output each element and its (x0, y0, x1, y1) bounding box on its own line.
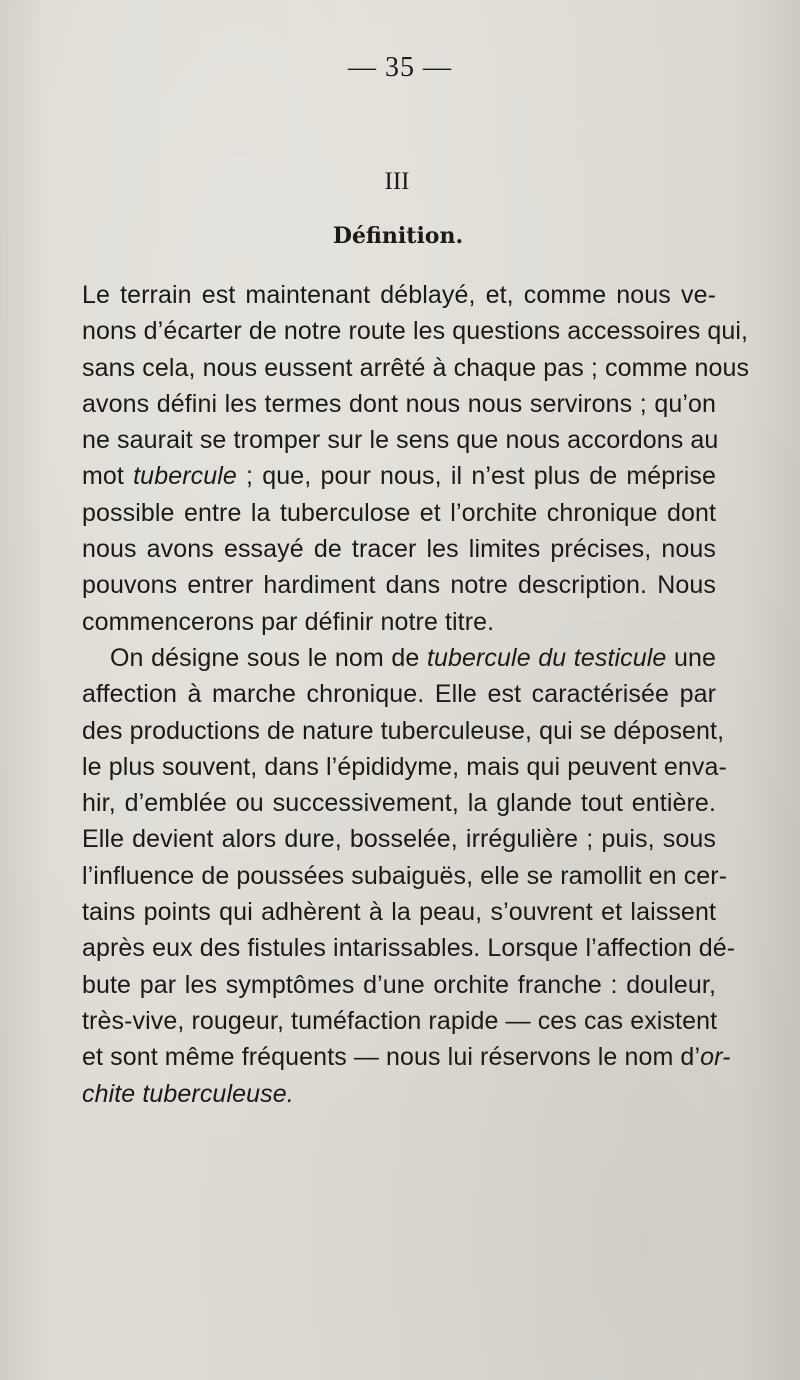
chapter-numeral: III (384, 168, 410, 195)
text-line (82, 350, 750, 386)
text-line (82, 930, 736, 966)
page-number: — 35 — (348, 52, 452, 83)
text-segment: l’influence de poussées subaiguës, elle se ramollit en cer- (82, 861, 728, 890)
text-segment: mot (82, 462, 134, 491)
text-segment: ; que, pour nous, il n’est plus de méprise (236, 462, 716, 491)
text-line (82, 785, 716, 821)
text-line (82, 386, 716, 422)
text-line (82, 821, 716, 857)
text-line (82, 676, 716, 712)
text-segment: sans cela, nous eussent arrêté à chaque pas ; comme nous (82, 353, 750, 382)
text-segment: affection à marche chronique. Elle est caractérisée par (82, 680, 716, 709)
italic-text: tubercule du testicule (426, 643, 667, 672)
text-segment: On désigne sous le nom de (110, 643, 427, 672)
text-segment: une (666, 643, 716, 672)
text-line (82, 531, 716, 567)
italic-text: or- (700, 1043, 731, 1072)
text-segment: avons défini les termes dont nous nous servirons ; qu’on (82, 389, 716, 418)
text-line (82, 422, 719, 458)
text-segment: le plus souvent, dans l’épididyme, mais qui peuvent enva- (82, 752, 727, 781)
text-line (82, 1076, 716, 1112)
text-line (82, 894, 716, 930)
text-segment: commencerons par définir notre titre. (82, 607, 495, 636)
text-segment: possible entre la tuberculose et l’orchite chronique dont (82, 498, 716, 527)
text-segment: ne saurait se tromper sur le sens que nous accordons au (82, 426, 719, 455)
text-line (82, 313, 749, 349)
text-segment: Le terrain est maintenant déblayé, et, comme nous ve- (82, 281, 716, 309)
text-segment: bute par les symptômes d’une orchite franche : douleur, (82, 970, 716, 999)
section-title: Définition. (332, 223, 464, 249)
body-text (82, 277, 750, 1112)
text-line (82, 858, 728, 894)
text-line (82, 604, 716, 640)
text-segment: Elle devient alors dure, bosselée, irrégulière ; puis, sous (82, 825, 716, 854)
text-line (82, 495, 716, 531)
text-segment: très-vive, rougeur, tuméfaction rapide — ces cas existent (82, 1006, 718, 1035)
text-line (82, 1003, 716, 1039)
italic-text: tubercule (133, 462, 237, 491)
text-segment: des productions de nature tuberculeuse, qui se déposent, (82, 716, 725, 745)
text-segment: hir, d’emblée ou successivement, la glande tout entière. (82, 789, 716, 818)
text-line (82, 749, 727, 785)
text-segment: nons d’écarter de notre route les questions accessoires qui, (82, 317, 749, 346)
text-segment: nous avons essayé de tracer les limites précises, nous (82, 535, 716, 564)
text-line (82, 458, 716, 494)
text-segment: et sont même fréquents — nous lui réservons le nom d’ (82, 1043, 701, 1072)
text-line (82, 713, 725, 749)
text-line (82, 1039, 731, 1075)
italic-text: chite tuberculeuse. (82, 1079, 294, 1108)
text-line (82, 277, 716, 313)
text-line (82, 640, 716, 676)
text-segment: après eux des fistules intarissables. Lorsque l’affection dé- (82, 934, 736, 963)
text-line (82, 967, 716, 1003)
text-segment: pouvons entrer hardiment dans notre description. Nous (82, 571, 716, 600)
text-segment: tains points qui adhèrent à la peau, s’ouvrent et laissent (82, 898, 716, 927)
text-line (82, 567, 716, 603)
